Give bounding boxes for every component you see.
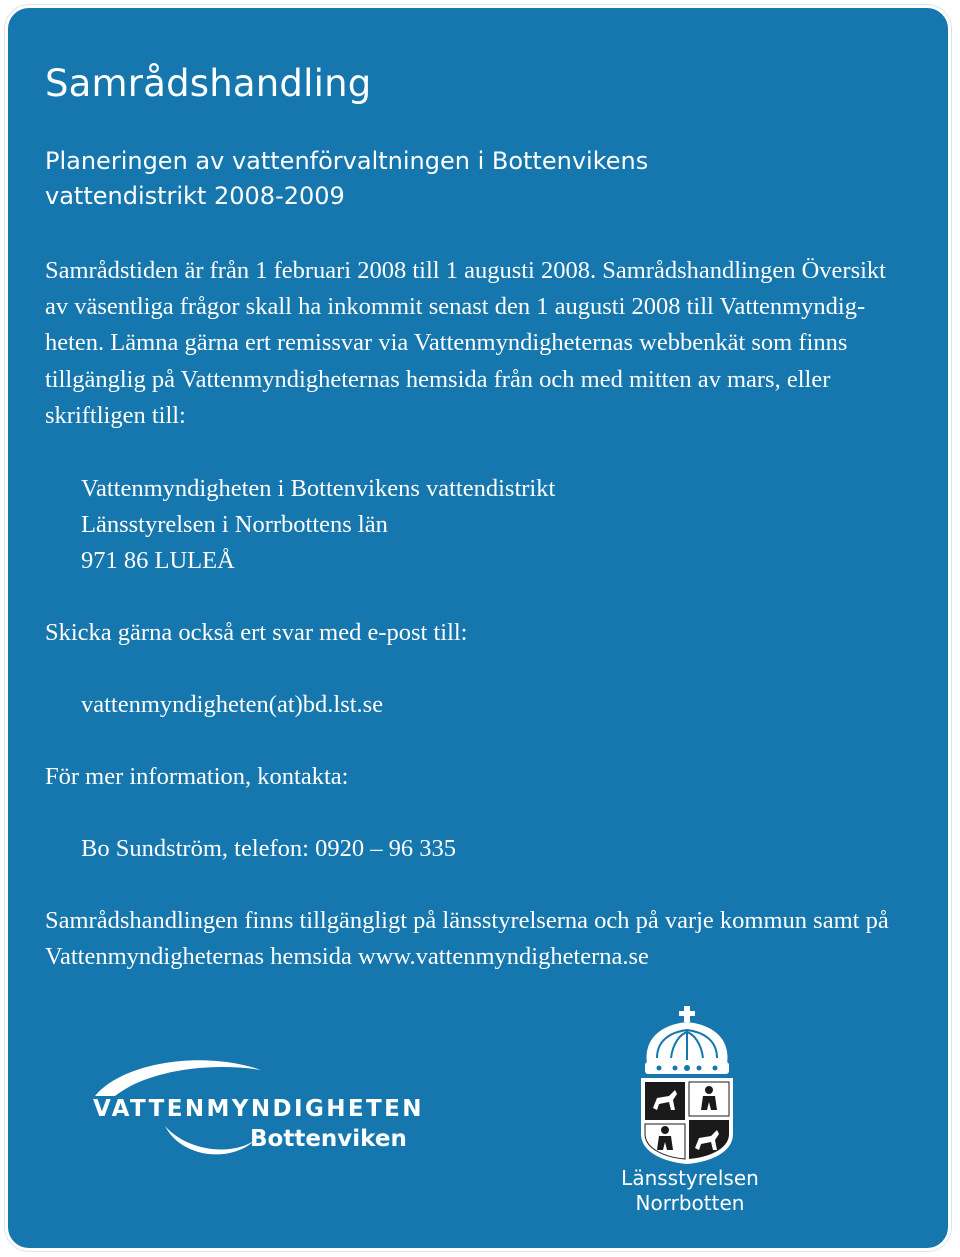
intro-line: heten. Lämna gärna ert remissvar via Vattenmyndigheternas webbenkät som finns (45, 329, 848, 357)
postal-address (81, 471, 881, 580)
lansstyrelsen-line: Länsstyrelsen (621, 1166, 759, 1190)
lansstyrelsen-wordmark (600, 1166, 780, 1216)
address-line: Vattenmyndigheten i Bottenvikens vattendistrikt (81, 475, 556, 502)
email-label: Skicka gärna också ert svar med e-post till: (45, 619, 468, 646)
subtitle-line: Planeringen av vattenförvaltningen i Bottenvikens (45, 147, 649, 175)
intro-line: skriftligen till: (45, 401, 186, 429)
info-label: För mer information, kontakta: (45, 763, 349, 790)
lansstyrelsen-line: Norrbotten (635, 1191, 745, 1215)
subtitle-line: vattendistrikt 2008-2009 (45, 182, 345, 210)
intro-line: av väsentliga frågor skall ha inkommit senast den 1 augusti 2008 till Vattenmyndig- (45, 293, 866, 321)
lansstyrelsen-crest-icon (635, 1006, 739, 1164)
document-panel (5, 5, 951, 1251)
wave-arc-icon (93, 1056, 263, 1096)
availability-line: Vattenmyndigheternas hemsida www.vattenmyndigheterna.se (45, 943, 649, 971)
availability-line: Samrådshandlingen finns tillgängligt på länsstyrelserna och på varje kommun samt på (45, 907, 889, 934)
wave-arc-icon (163, 1122, 258, 1158)
email-address: vattenmyndigheten(at)bd.lst.se (81, 691, 384, 718)
intro-line: Samrådstiden är från 1 februari 2008 till 1 augusti 2008. Samrådshandlingen Översikt (45, 257, 886, 284)
page-subtitle (45, 144, 905, 214)
contact-info: Bo Sundström, telefon: 0920 – 96 335 (81, 835, 456, 862)
address-line: Länsstyrelsen i Norrbottens län (81, 511, 388, 539)
vattenmyndigheten-wordmark: VATTENMYNDIGHETEN (93, 1096, 424, 1122)
vattenmyndigheten-logo (88, 1056, 448, 1166)
availability-paragraph (45, 903, 940, 975)
vattenmyndigheten-region: Bottenviken (250, 1126, 407, 1152)
intro-line: tillgänglig på Vattenmyndigheternas hemsida från och med mitten av mars, eller (45, 365, 831, 393)
page-title: Samrådshandling (45, 62, 372, 105)
intro-paragraph (45, 253, 915, 434)
address-line: 971 86 LULEÅ (81, 547, 235, 575)
